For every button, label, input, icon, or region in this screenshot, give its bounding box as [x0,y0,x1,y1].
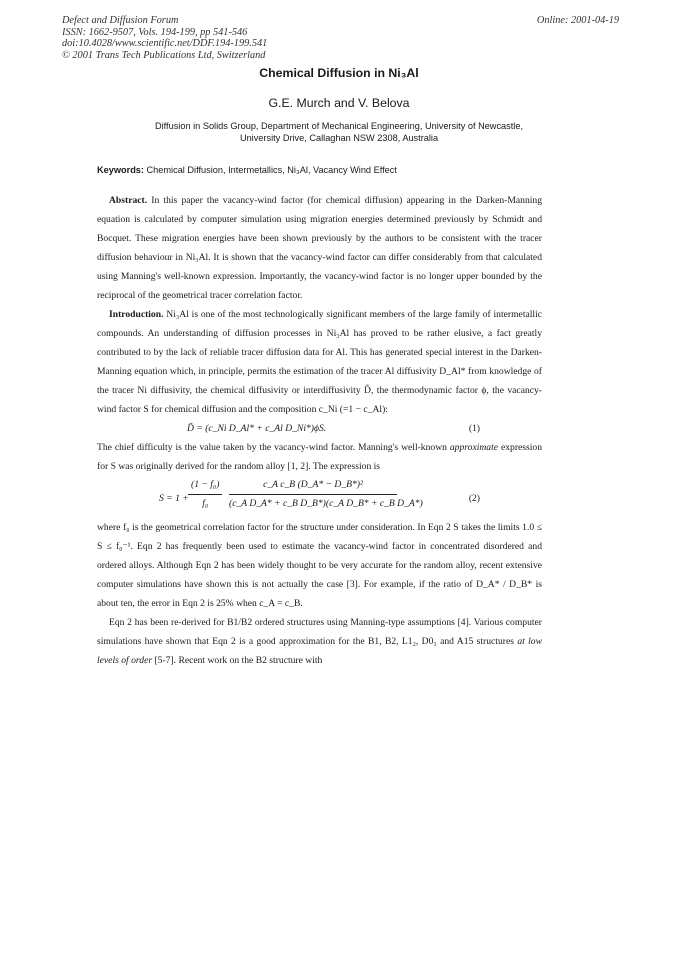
paragraph-text: [5-7]. Recent work on the B2 structure with [154,655,323,666]
abstract-paragraph [97,191,542,305]
equation-2 [97,476,542,518]
paragraph-text: expression for S was originally derived for the random alloy [1, 2]. The expression is [97,442,542,472]
fraction-correlation [188,476,222,513]
abstract-label: Abstract. [109,195,148,206]
emphasis: approximate [449,442,499,453]
affiliation-line: Diffusion in Solids Group, Department of Mechanical Engineering, University of Newcastle, [154,121,524,131]
fraction-diffusivity [229,476,423,513]
introduction-text: Ni₃Al is one of the most technologically significant members of the large family of intermetallic compounds. An understanding of diffusion processes in Ni₃Al has proved to be rather elusive, a fact greatly contributed to by the lack of reliable tracer diffusion data for Al. This has generated special interest in the Darken-Manning equation which, in principle, permits the estimation of the tracer Al diffusivity D_Al* from knowledge of the tracer Ni diffusivity, the chemical diffusivity or interdiffusivity D̃, the thermodynamic factor ϕ, the vacancy-wind factor S for chemical diffusion and the composition c_Ni (=1 − c_Al): [97,309,542,415]
emphasis: at low levels of order [97,636,542,666]
online-date: Online: 2001-04-19 [536,15,619,26]
paragraph-manning [97,438,542,476]
paper-authors: G.E. Murch and V. Belova [268,96,410,110]
fraction-denominator: (c_A D_A* + c_B D_B*)(c_A D_B* + c_B D_A*) [229,498,423,509]
introduction-paragraph [97,305,542,419]
doi-line: doi:10.4028/www.scientific.net/DDF.194-199.541 [62,38,268,50]
paragraph-ordered-structures [97,613,542,670]
keywords [97,165,397,175]
copyright-line: © 2001 Trans Tech Publications Ltd, Switzerland [62,49,266,61]
affiliation-line: University Drive, Callaghan NSW 2308, Australia [239,132,439,143]
keywords-text: Chemical Diffusion, Intermetallics, Ni₃Al, Vacancy Wind Effect [146,165,397,175]
equation-1 [97,419,542,438]
equation-2-lhs: S = 1 + [159,493,189,504]
paragraph-text: Eqn 2 has been re-derived for B1/B2 ordered structures using Manning-type assumptions [4]. Various computer simulations have shown that Eqn 2 is a good approximation for the B1, B2, L1₂, D0₃ and A15 structures [97,617,542,647]
journal-header [62,15,267,61]
journal-name: Defect and Diffusion Forum [62,15,179,26]
issn-line: ISSN: 1662-9507, Vols. 194-199, pp 541-546 [62,26,248,38]
paper-body [97,191,542,670]
equation-1-body: D̃ = (c_Ni D_Al* + c_Al D_Ni*)ϕS. [187,423,327,434]
introduction-label: Introduction. [109,309,164,320]
equation-2-number: (2) [468,493,480,504]
fraction-numerator: (1 − f₀) [188,476,222,495]
paragraph-text: The chief difficulty is the value taken by the vacancy-wind factor. Manning's well-known [97,442,447,453]
paper-title: Chemical Diffusion in Ni₃Al [259,66,419,80]
equation-1-number: (1) [468,423,480,434]
fraction-denominator: f₀ [202,498,209,509]
abstract-text: In this paper the vacancy-wind factor (for chemical diffusion) appearing in the Darken-Manning equation is calculated by computer simulation using migration energies determined previously by Schmidt and Bocquet. These migration energies have been shown previously by the authors to be consistent with the tracer diffusion behaviour in Ni₃Al. It is shown that the vacancy-wind factor can differ considerably from that calculated using Manning's well-known expression. Importantly, the vacancy-wind factor is no longer upper bounded by the reciprocal of the geometrical tracer correlation factor. [97,195,543,301]
affiliation [100,121,578,144]
keywords-label: Keywords: [97,165,144,175]
fraction-numerator: c_A c_B (D_A* − D_B*)² [229,476,397,495]
paragraph-limits: where f₀ is the geometrical correlation factor for the structure under consideration. In Eqn 2 S takes the limits 1.0 ≤ S ≤ f₀⁻¹. Eqn 2 has frequently been used to estimate the vacancy-wind factor in concentrated disordered and ordered alloys. Although Eqn 2 has been widely thought to be very accurate for the random alloy, recent extensive computer simulations have shown this is not actually the case [3]. For example, if the ratio of D_A* / D_B* is about ten, the error in Eqn 2 is 25% when c_A = c_B. [97,522,542,609]
